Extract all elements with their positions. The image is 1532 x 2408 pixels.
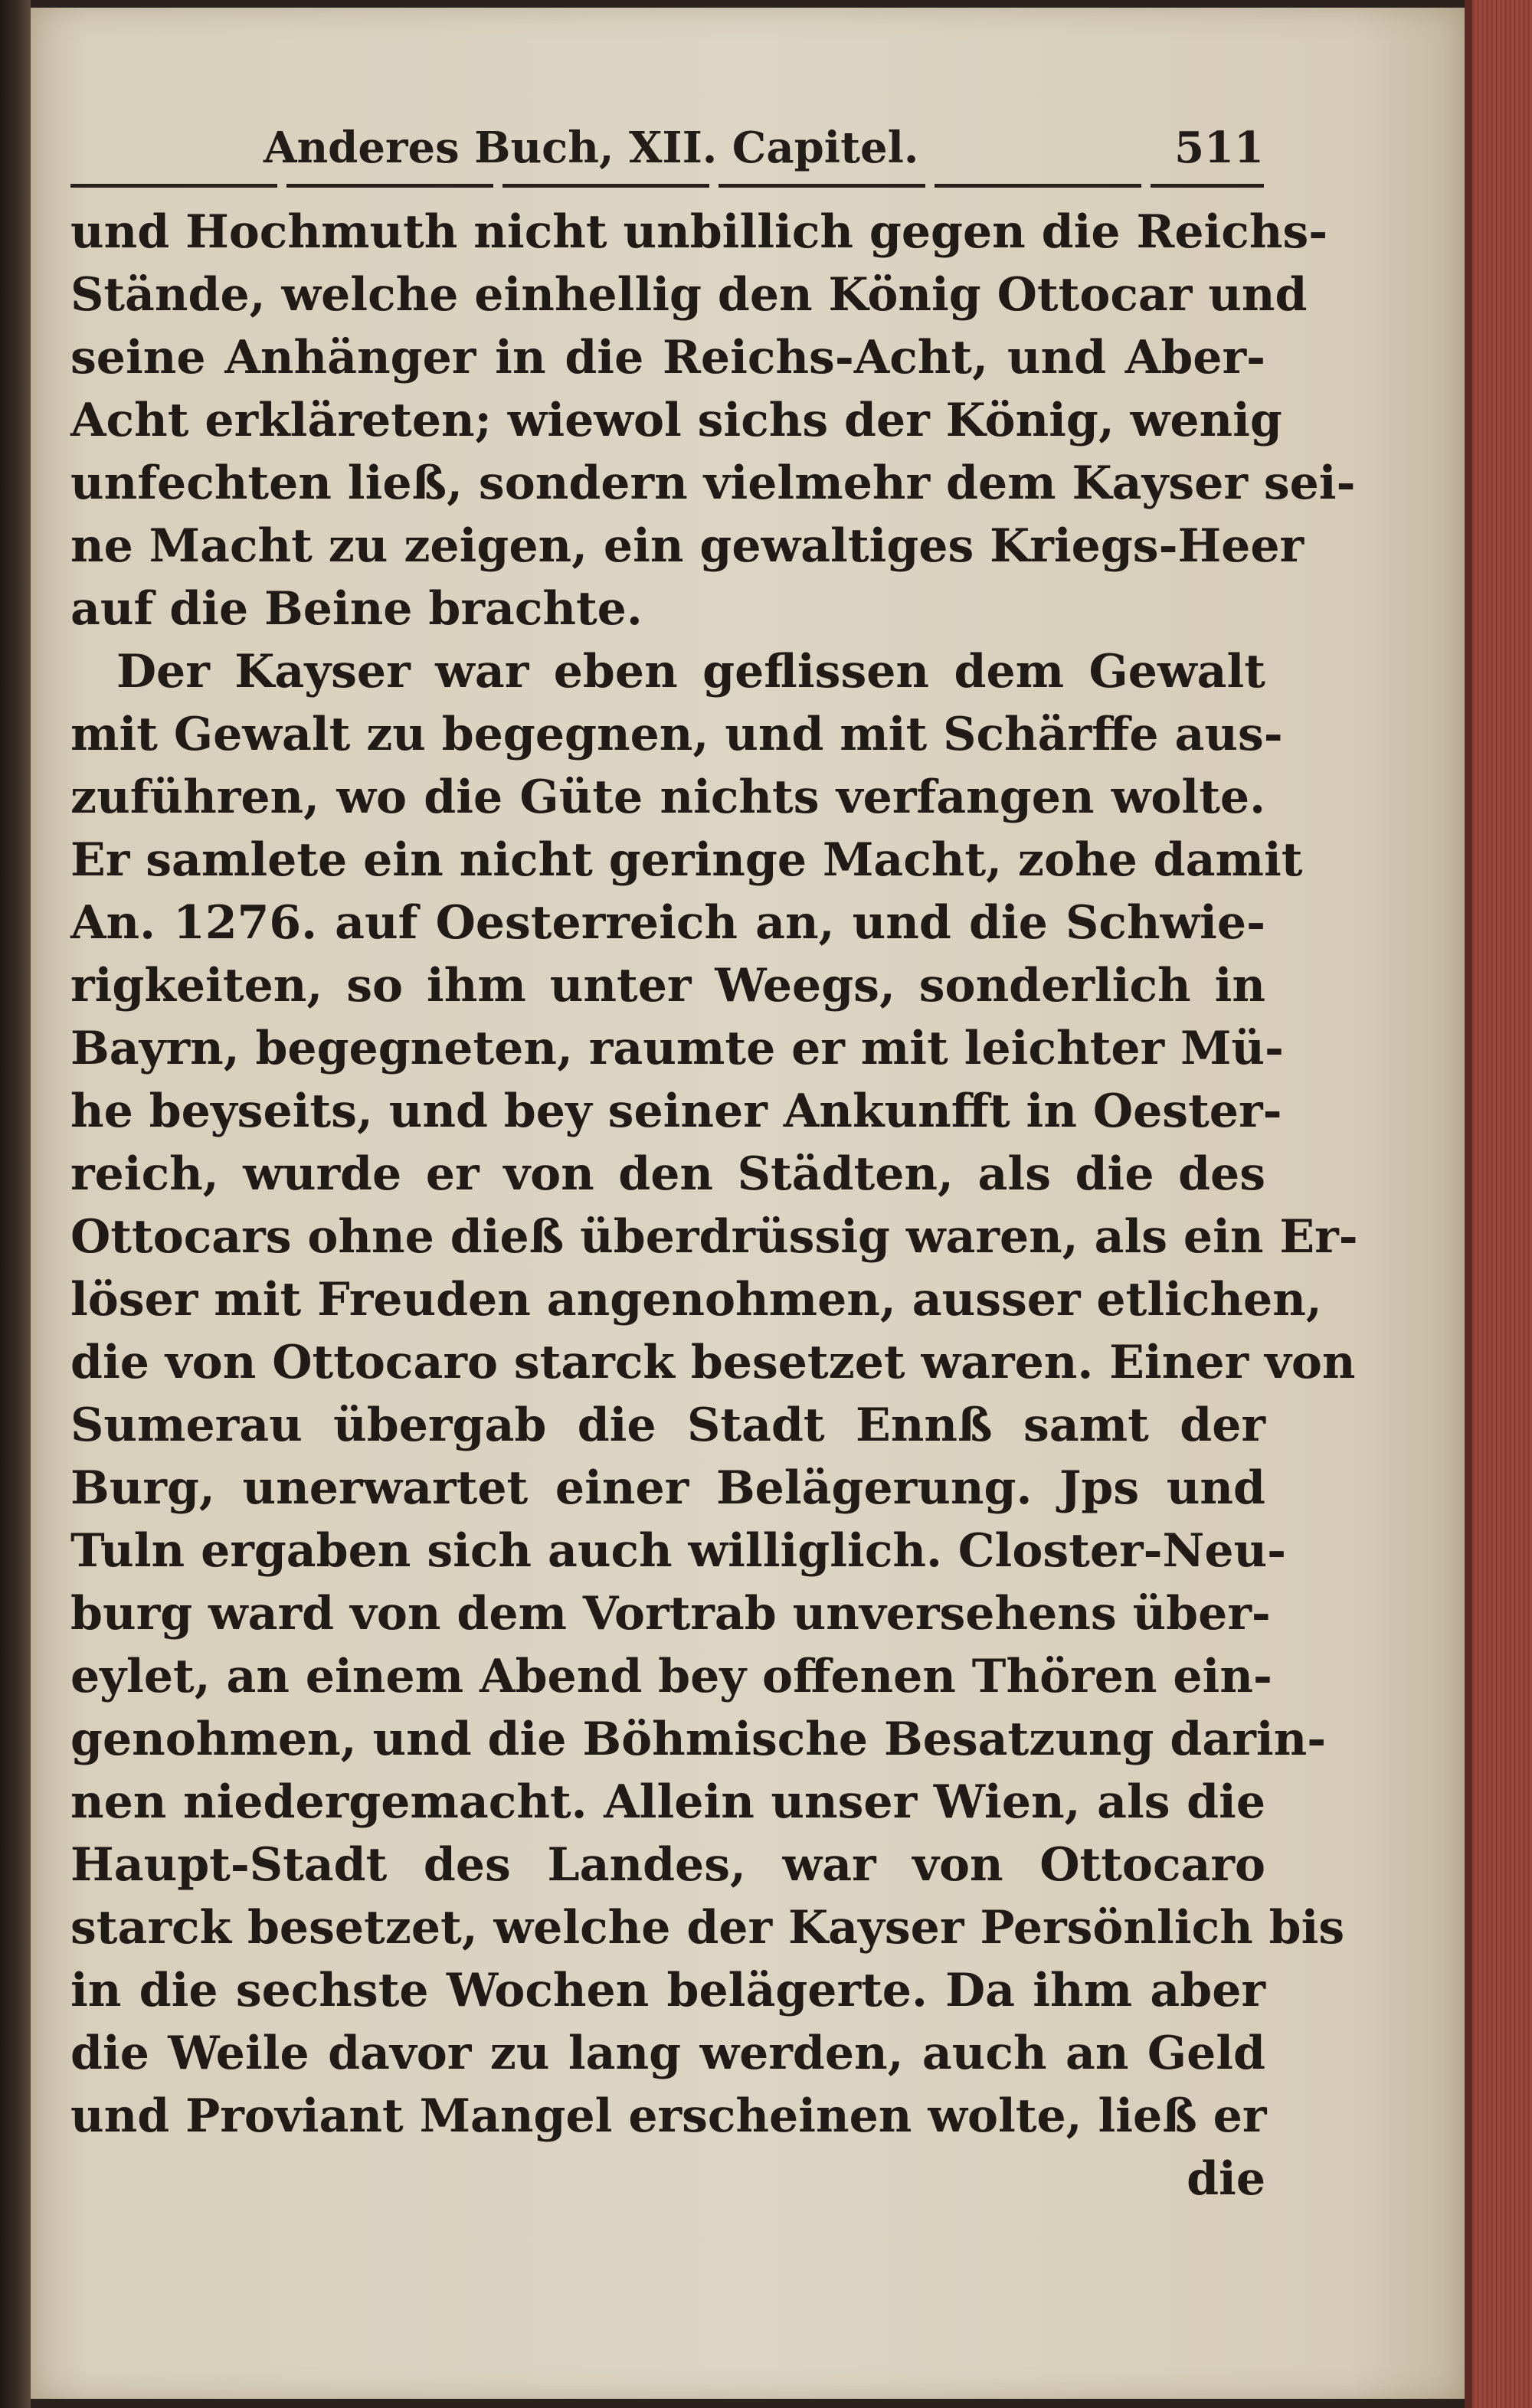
text-line: starck besetzet, welche der Kayser Persönlich bis [70, 1901, 1345, 1955]
text-line: die von Ottocaro starck besetzet waren. Einer von [70, 1336, 1356, 1389]
text-line: An. 1276. auf Oesterreich an, und die Schwie- [70, 896, 1265, 950]
text-line: Stände, welche einhellig den König Ottocar und [70, 268, 1308, 322]
red-page-edge [1465, 0, 1532, 2408]
text-line: auf die Beine brachte. [70, 582, 643, 636]
text-line: seine Anhänger in die Reichs-Acht, und Aber- [70, 331, 1265, 384]
header-rule [70, 184, 1264, 188]
chapter-heading: Anderes Buch, XII. Capitel. [264, 123, 919, 173]
text-line: eylet, an einem Abend bey offenen Thören ein- [70, 1650, 1272, 1703]
text-line: Bayrn, begegneten, raumte er mit leichter Mü- [70, 1022, 1284, 1075]
text-line: Sumerau übergab die Stadt Ennß samt der [70, 1399, 1265, 1452]
text-line: und Hochmuth nicht unbillich gegen die Reichs- [70, 205, 1328, 259]
text-line: Tuln ergaben sich auch williglich. Closter-Neu- [70, 1524, 1287, 1578]
text-line: Ottocars ohne dieß überdrüssig waren, als ein Er- [70, 1210, 1358, 1264]
binding-shadow [0, 0, 31, 2408]
body-text [70, 201, 1358, 2210]
catchword: die [1187, 2152, 1265, 2206]
text-line: die Weile davor zu lang werden, auch an Geld [70, 2027, 1265, 2080]
text-line: he beyseits, und bey seiner Ankunfft in Oester- [70, 1085, 1282, 1138]
text-line: Burg, unerwartet einer Belägerung. Jps und [70, 1461, 1265, 1515]
text-line: Der Kayser war eben geflissen dem Gewalt [116, 645, 1265, 699]
page-number: 511 [1174, 123, 1264, 173]
text-line: mit Gewalt zu begegnen, und mit Schärffe aus- [70, 708, 1283, 761]
text-line: genohmen, und die Böhmische Besatzung darin- [70, 1713, 1327, 1766]
text-line: zuführen, wo die Güte nichts verfangen wolte. [70, 770, 1265, 824]
text-line: unfechten ließ, sondern vielmehr dem Kayser sei- [70, 456, 1356, 510]
text-line: löser mit Freuden angenohmen, ausser etlichen, [70, 1273, 1322, 1327]
text-line: in die sechste Wochen belägerte. Da ihm aber [70, 1964, 1265, 2017]
text-line: rigkeiten, so ihm unter Weegs, sonderlich in [70, 959, 1265, 1013]
text-line: reich, wurde er von den Städten, als die des [70, 1147, 1265, 1201]
text-line: Haupt-Stadt des Landes, war von Ottocaro [70, 1838, 1265, 1892]
text-line: burg ward von dem Vortrab unversehens über- [70, 1587, 1271, 1641]
text-line: nen niedergemacht. Allein unser Wien, als die [70, 1775, 1265, 1829]
text-line: Er samlete ein nicht geringe Macht, zohe damit [70, 833, 1303, 887]
text-line: Acht erkläreten; wiewol sichs der König, wenig [70, 394, 1282, 447]
text-line: und Proviant Mangel erscheinen wolte, ließ er [70, 2089, 1267, 2143]
text-line: ne Macht zu zeigen, ein gewaltiges Kriegs-Heer [70, 519, 1304, 573]
running-head [70, 92, 1264, 191]
